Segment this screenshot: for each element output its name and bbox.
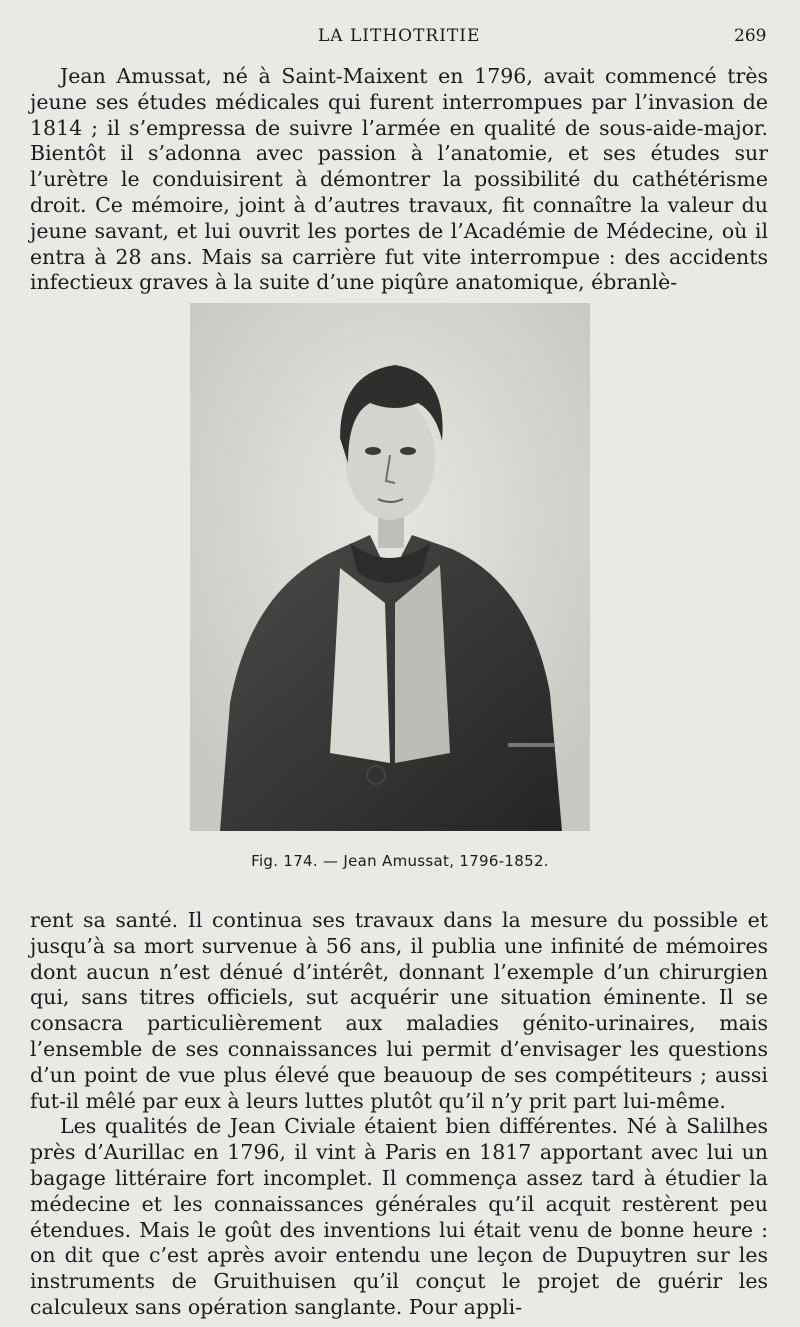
text-block-top [30,64,768,296]
running-head [0,24,800,52]
paragraph-civiale: Les qualités de Jean Civiale étaient bien différentes. Né à Salilhes près d’Aurillac en 1796, il vint à Paris en 1817 apportant avec lui un bagage littéraire fort incomplet. Il commença assez tard à étudier la médecine et les connaissances générales qu’il acquit restèrent peu étendues. Mais le goût des inventions lui était venu de bonne heure : on dit que c’est après avoir entendu une leçon de Dupuytren sur les instruments de Gruithuisen qu’il conçut le projet de guérir les calculeux sans opération sanglante. Pour appli- [30,1114,768,1319]
running-title: LA LITHOTRITIE [318,26,481,46]
figure-caption: Fig. 174. — Jean Amussat, 1796-1852. [251,852,549,870]
figure-portrait [190,303,590,831]
page-number: 269 [734,26,767,46]
text-block-bottom [30,908,768,1321]
paragraph-amussat: Jean Amussat, né à Saint-Maixent en 1796, avait commencé très jeune ses études médicales qui furent interrompues par l’invasion de 1814 ; il s’empressa de suivre l’armée en qualité de sous-aide-major. Bientôt il s’adonna avec passion à l’anatomie, et ses études sur l’urètre le conduisirent à démontrer la possibilité du cathétérisme droit. Ce mémoire, joint à d’autres travaux, fit connaître la valeur du jeune savant, et lui ouvrit les portes de l’Académie de Médecine, où il entra à 28 ans. Mais sa carrière fut vite interrompue : des accidents infectieux graves à la suite d’une piqûre anatomique, ébranlè- [30,64,768,295]
portrait-engraving-icon [190,303,590,831]
paragraph-continuation: rent sa santé. Il continua ses travaux dans la mesure du possible et jusqu’à sa mort survenue à 56 ans, il publia une infinité de mémoires dont aucun n’est dénué d’intérêt, donnant l’exemple d’un chirurgien qui, sans titres officiels, sut acquérir une situation éminente. Il se consacra particulièrement aux maladies génito-urinaires, mais l’ensemble de ses connaissances lui permit d’envisager les questions d’un point de vue plus élevé que beauoup de ses compétiteurs ; aussi fut-il mêlé par eux à leurs luttes plutôt qu’il n’y prit part lui-même. [30,908,768,1113]
